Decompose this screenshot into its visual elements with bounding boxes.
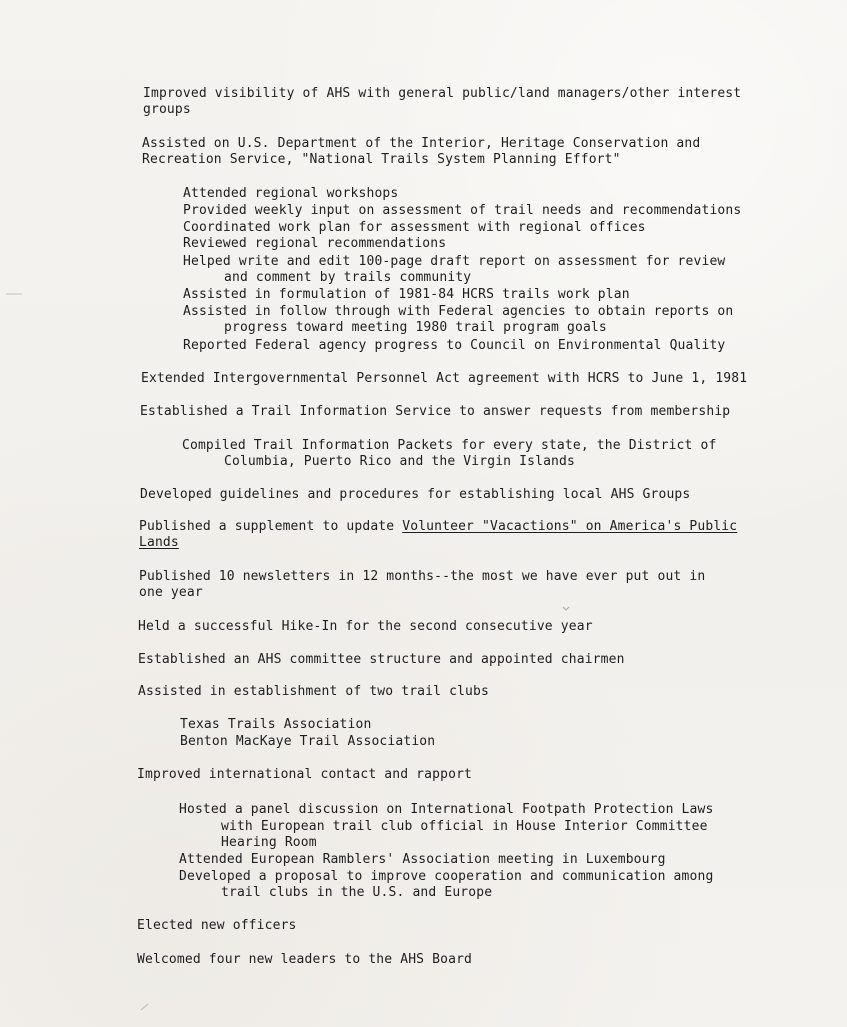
doc-line-2: groups [143, 102, 191, 117]
doc-line-24: Held a successful Hike-In for the second consecutive year [138, 619, 593, 634]
doc-line-10: and comment by trails community [224, 270, 472, 285]
doc-line-7: Coordinated work plan for assessment with regional offices [183, 220, 646, 235]
doc-line-8: Reviewed regional recommendations [183, 236, 447, 251]
doc-line-14: Reported Federal agency progress to Council on Environmental Quality [183, 338, 726, 353]
doc-line-36: Elected new officers [137, 918, 297, 933]
doc-line-5: Attended regional workshops [183, 186, 399, 201]
doc-line-22: Published 10 newsletters in 12 months--the most we have ever put out in [139, 569, 706, 584]
doc-line-23: one year [139, 585, 203, 600]
doc-line-15: Extended Intergovernmental Personnel Act agreement with HCRS to June 1, 1981 [141, 371, 748, 386]
doc-line-34: Developed a proposal to improve cooperation and communication among [179, 869, 714, 884]
doc-line-17: Compiled Trail Information Packets for every state, the District of [182, 438, 717, 453]
doc-line-16: Established a Trail Information Service to answer requests from membership [140, 404, 731, 419]
doc-line-26: Assisted in establishment of two trail clubs [138, 684, 489, 699]
doc-line-4: Recreation Service, "National Trails System Planning Effort" [142, 152, 621, 167]
doc-line-31: with European trail club official in House Interior Committee [221, 819, 708, 834]
doc-line-12: Assisted in follow through with Federal agencies to obtain reports on [183, 304, 734, 319]
doc-line-1: Improved visibility of AHS with general public/land managers/other interest [143, 86, 742, 101]
doc-line-25: Established an AHS committee structure and appointed chairmen [138, 652, 625, 667]
doc-line-27: Texas Trails Association [180, 717, 372, 732]
doc-line-33: Attended European Ramblers' Association meeting in Luxembourg [179, 852, 666, 867]
supplement-text: Published a supplement to update [139, 519, 403, 534]
doc-line-9: Helped write and edit 100-page draft report on assessment for review [183, 254, 726, 269]
doc-line-37: Welcomed four new leaders to the AHS Board [137, 952, 473, 967]
doc-line-21: Lands [139, 535, 179, 550]
doc-line-19: Developed guidelines and procedures for establishing local AHS Groups [140, 487, 691, 502]
doc-line-32: Hearing Room [221, 835, 317, 850]
doc-line-29: Improved international contact and rapport [137, 767, 473, 782]
doc-line-13: progress toward meeting 1980 trail program goals [224, 320, 607, 335]
doc-line-20 [139, 519, 737, 535]
doc-line-3: Assisted on U.S. Department of the Interior, Heritage Conservation and [142, 136, 701, 151]
doc-line-6: Provided weekly input on assessment of trail needs and recommendations [183, 203, 742, 218]
publication-title: Volunteer "Vacactions" on America's Public [402, 519, 738, 534]
doc-line-35: trail clubs in the U.S. and Europe [221, 885, 493, 900]
doc-line-18: Columbia, Puerto Rico and the Virgin Islands [224, 454, 575, 469]
doc-line-11: Assisted in formulation of 1981-84 HCRS trails work plan [183, 287, 630, 302]
doc-line-30: Hosted a panel discussion on International Footpath Protection Laws [179, 802, 714, 817]
doc-line-28: Benton MacKaye Trail Association [180, 734, 436, 749]
